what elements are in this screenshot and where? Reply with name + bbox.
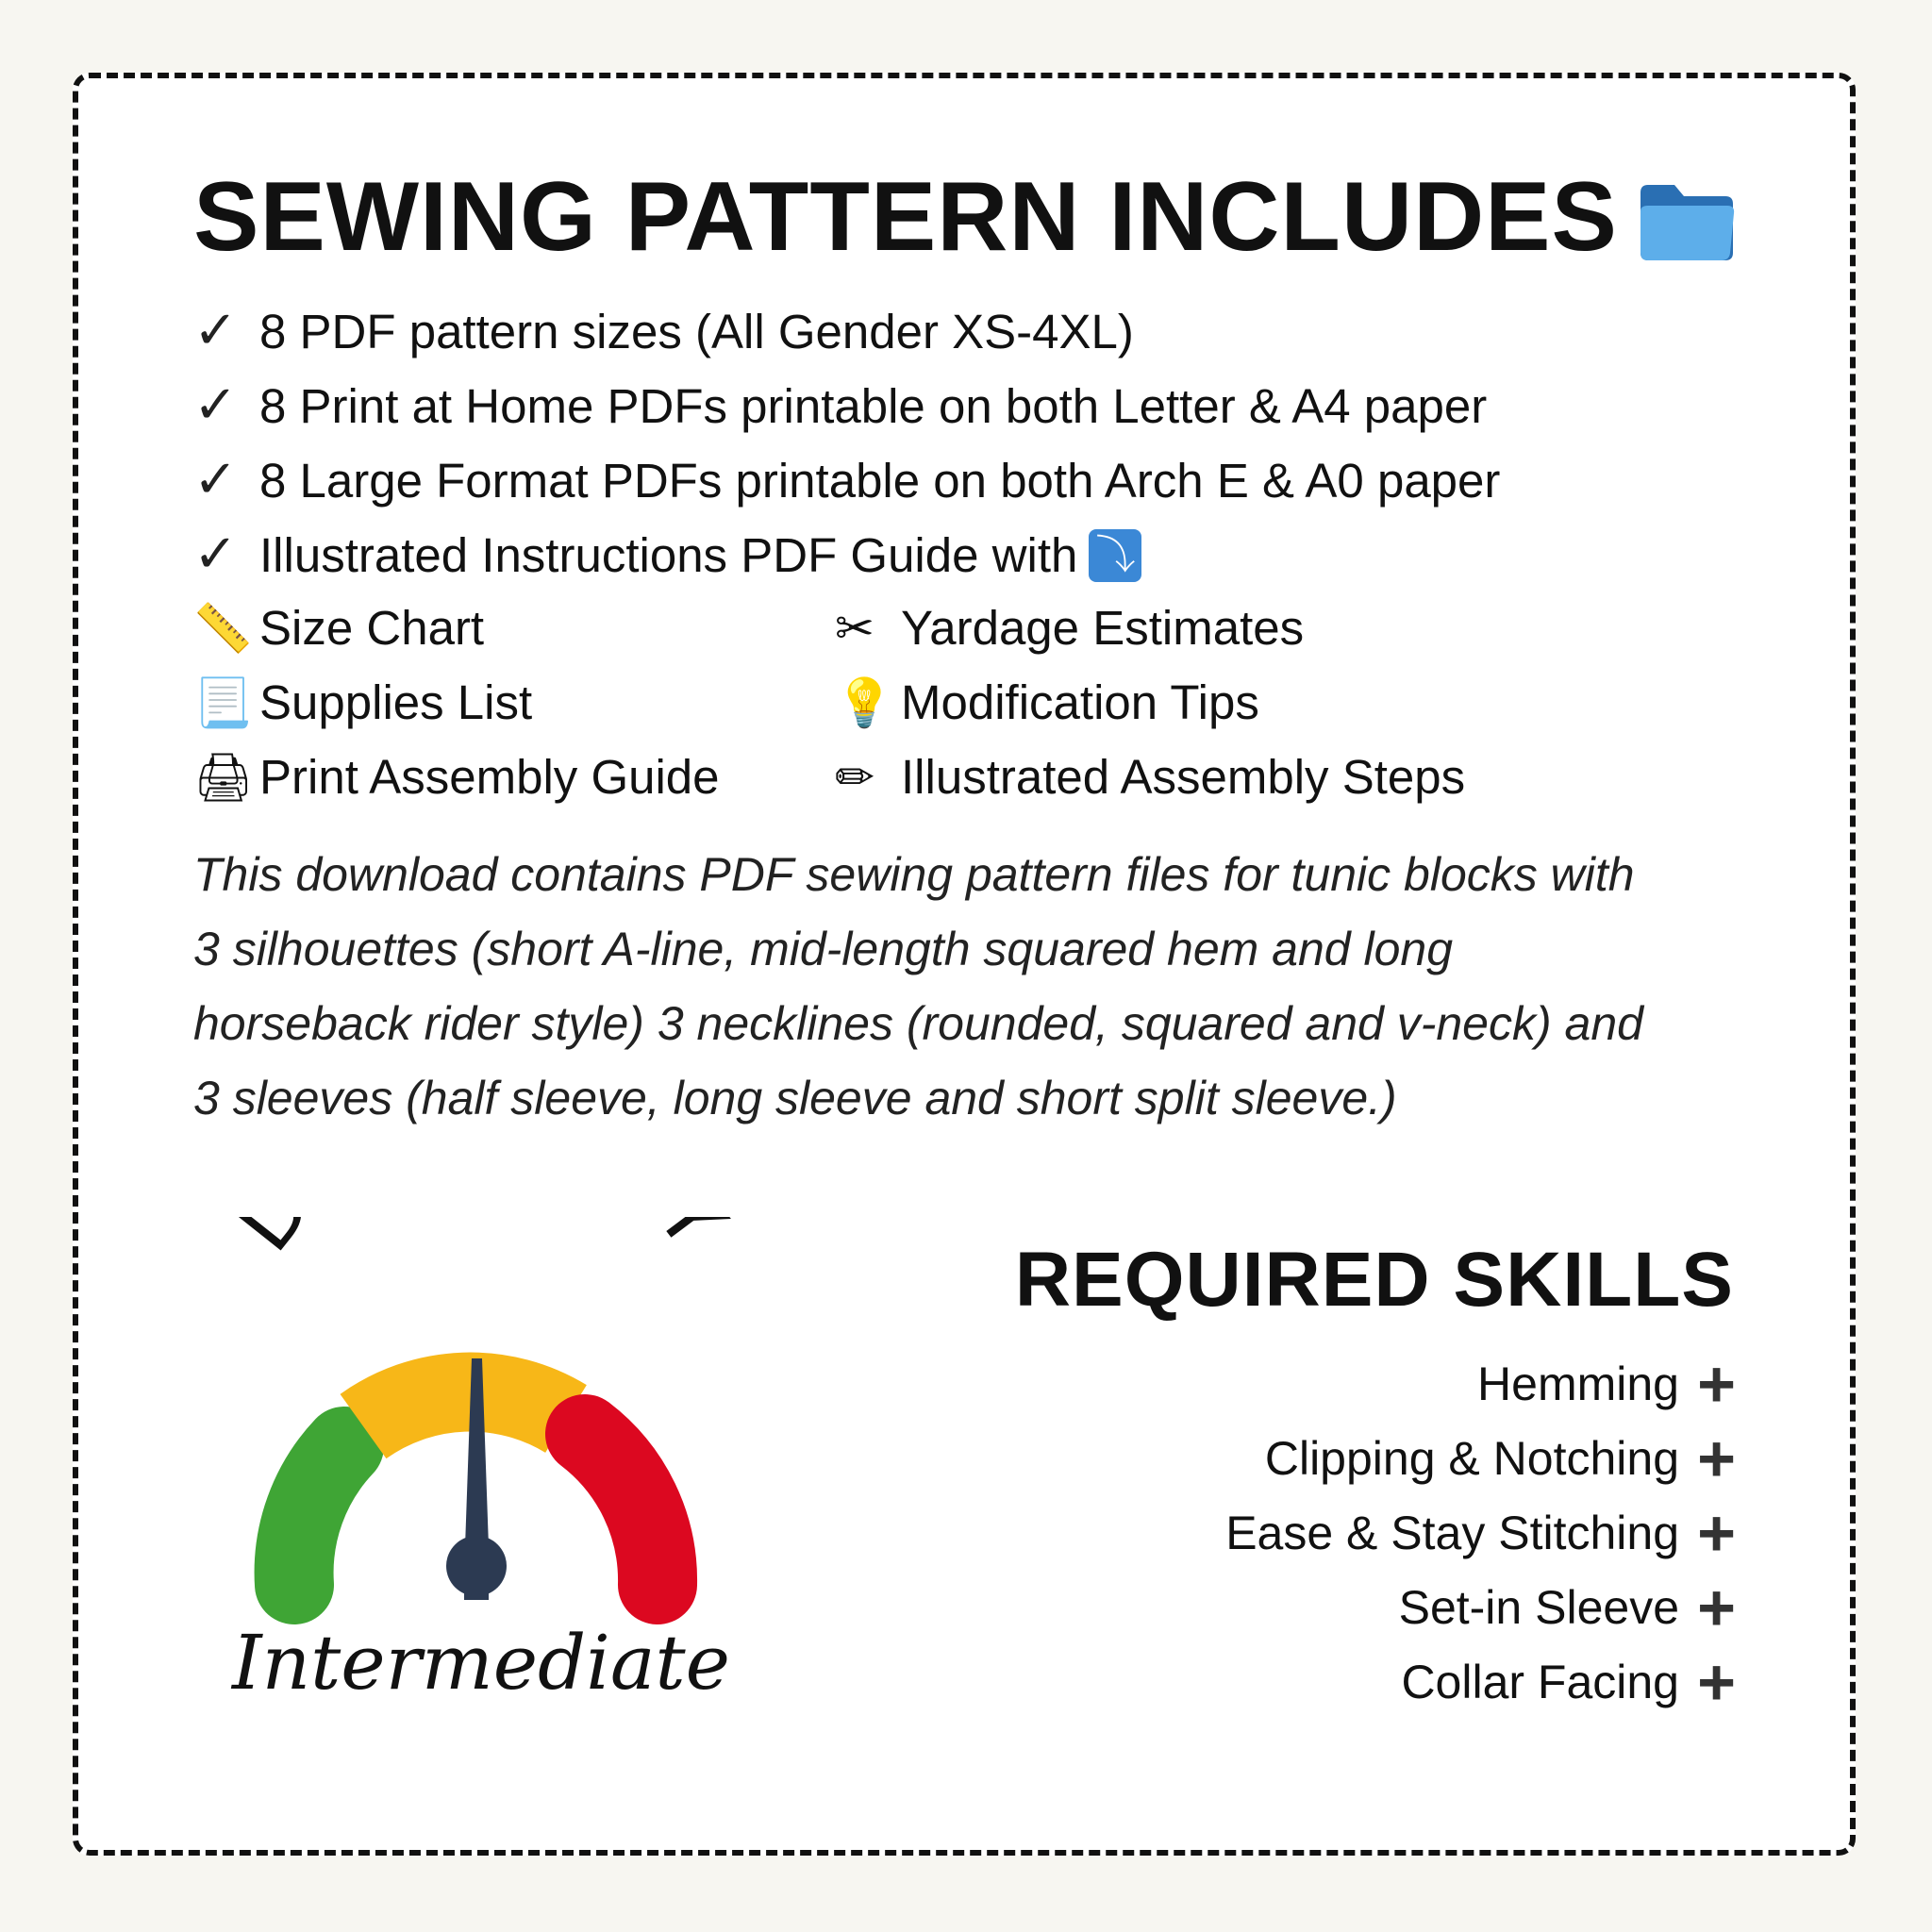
difficulty-level: Intermediate xyxy=(231,1619,731,1707)
plus-icon: + xyxy=(1697,1422,1736,1495)
includes-list xyxy=(193,292,1797,814)
plus-icon: + xyxy=(1697,1645,1736,1719)
checkmark-icon: ✓ xyxy=(193,449,238,508)
guide-item-print-assembly: 🖨 Print Assembly Guide xyxy=(193,740,720,815)
lightbulb-icon: 💡 xyxy=(835,676,894,729)
guide-row xyxy=(193,740,1797,814)
checkmark-icon: ✓ xyxy=(193,375,238,434)
list-item: ✓ 8 PDF pattern sizes (All Gender XS-4XL) xyxy=(193,292,1797,367)
guide-item-supplies: 📃 Supplies List xyxy=(193,665,532,741)
difficulty-heading: Y xyxy=(638,1217,746,1270)
scroll-icon: 📃 xyxy=(193,676,253,729)
gauge-hard-segment xyxy=(585,1434,658,1585)
guide-row xyxy=(193,591,1797,665)
difficulty-gauge xyxy=(189,1217,774,1726)
list-item: ✓ 8 Print at Home PDFs printable on both Letter & A4 paper xyxy=(193,367,1797,441)
skill-item: Clipping & Notching + xyxy=(1264,1422,1736,1495)
folder-icon xyxy=(1635,175,1739,259)
ruler-icon: 📏 xyxy=(193,602,253,655)
pencil-icon: ✏ xyxy=(835,751,874,804)
page-title xyxy=(0,160,1932,274)
skill-item: Set-in Sleeve + xyxy=(1398,1571,1736,1644)
printer-icon: 🖨 xyxy=(193,751,254,804)
arrow-down-icon: ⤵ xyxy=(1089,529,1141,582)
guide-item-size-chart: 📏 Size Chart xyxy=(193,591,484,666)
skill-item: Hemming + xyxy=(1477,1347,1736,1421)
scissors-icon: ✂ xyxy=(835,602,874,655)
list-item: ✓ Illustrated Instructions PDF Guide with ⤵ xyxy=(193,516,1797,591)
skill-item: Ease & Stay Stitching + xyxy=(1225,1496,1736,1570)
gauge-easy-segment xyxy=(294,1446,344,1585)
required-skills-heading: REQUIRED SKILLS xyxy=(1014,1237,1734,1323)
skill-item: Collar Facing + xyxy=(1401,1645,1736,1719)
plus-icon: + xyxy=(1697,1571,1736,1644)
guide-item-modification: 💡 Modification Tips xyxy=(835,665,1259,741)
pattern-description: This download contains PDF sewing pattern files for tunic blocks with 3 silhouettes (short A-line, mid-length squared hem and long horseback rider style) 3 necklines (rounded, squared and v-neck) and 3 sleeves (half sleeve, long sleeve and short split sleeve.) xyxy=(193,848,1643,1124)
plus-icon: + xyxy=(1697,1347,1736,1421)
gauge-medium-segment xyxy=(363,1392,566,1426)
list-item: ✓ 8 Large Format PDFs printable on both Arch E & A0 paper xyxy=(193,441,1797,516)
guide-item-assembly-steps: ✏ Illustrated Assembly Steps xyxy=(835,740,1465,815)
checkmark-icon: ✓ xyxy=(193,524,238,583)
title-text: SEWING PATTERN INCLUDES xyxy=(193,162,1618,272)
checkmark-icon: ✓ xyxy=(193,300,238,359)
guide-item-yardage: ✂ Yardage Estimates xyxy=(835,591,1304,666)
guide-row xyxy=(193,665,1797,740)
plus-icon: + xyxy=(1697,1496,1736,1570)
required-skills-list xyxy=(1225,1347,1736,1720)
